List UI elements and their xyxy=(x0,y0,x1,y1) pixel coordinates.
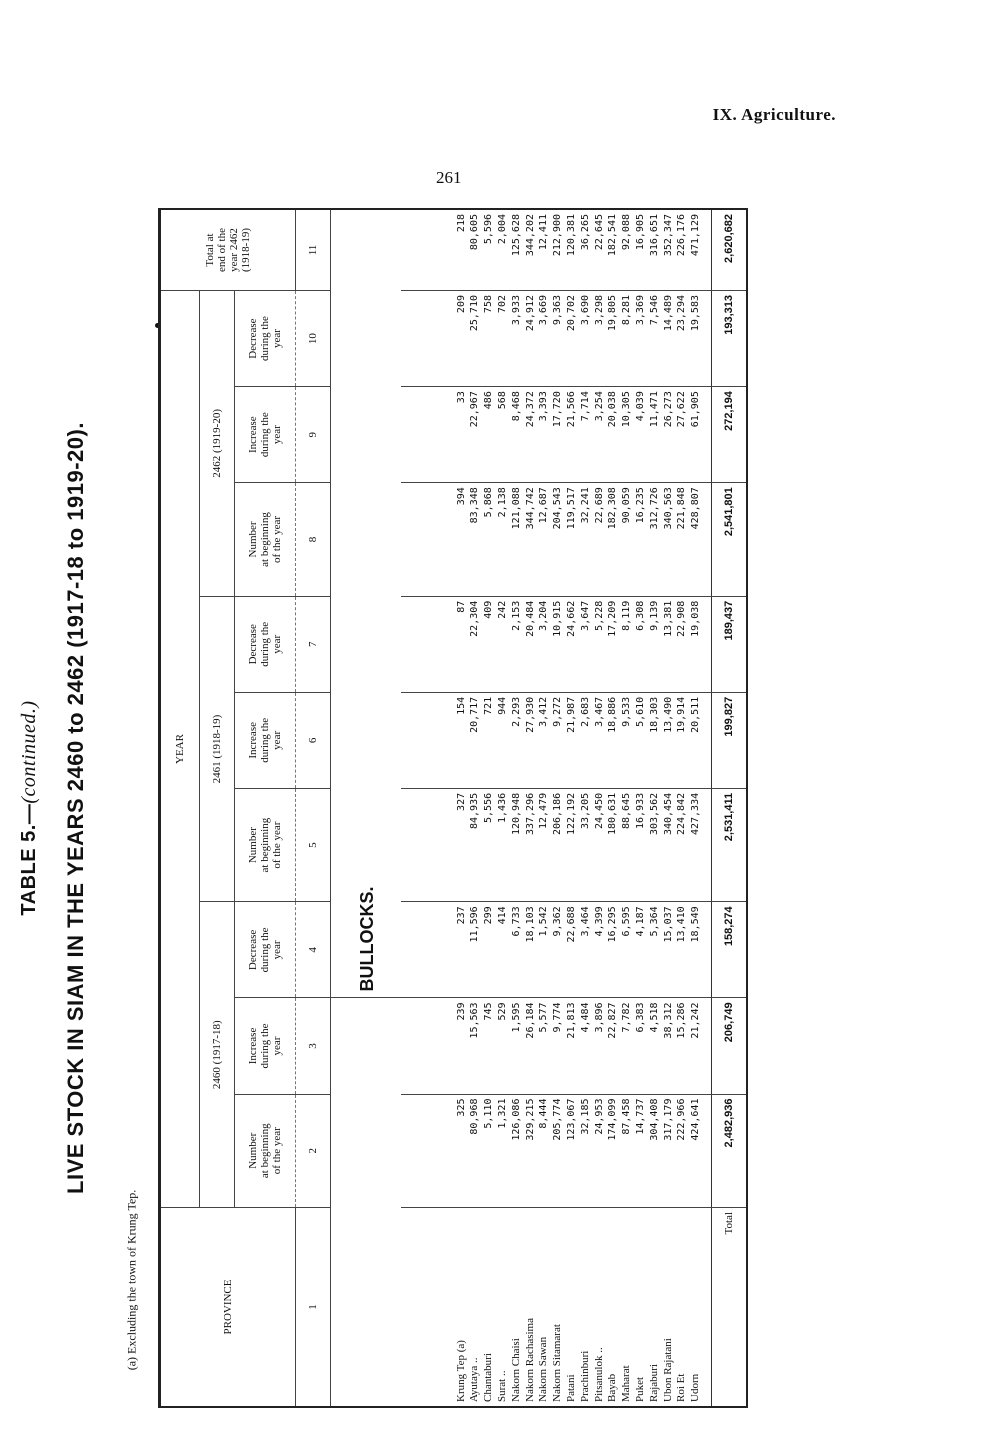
data-column-c2 xyxy=(401,1094,712,1207)
table-cell: 3,254 xyxy=(593,391,605,422)
table-cell: 122,192 xyxy=(566,792,578,836)
table-cell: 224,842 xyxy=(676,792,688,836)
total-cell: 158,274 xyxy=(712,902,748,998)
table-cell: 84,935 xyxy=(469,792,481,829)
table-cell: 22,827 xyxy=(607,1002,619,1039)
table-cell: 414 xyxy=(497,906,509,925)
table-cell: 486 xyxy=(483,391,495,410)
col-header-line: during the xyxy=(259,1023,271,1069)
col-header-line: during the xyxy=(259,412,271,458)
table-cell: 83,348 xyxy=(469,487,481,524)
table-cell: 3,412 xyxy=(538,696,550,727)
table-cell: 9,363 xyxy=(552,295,564,326)
total-cell: 2,620,682 xyxy=(712,209,748,291)
table-cell: 205,774 xyxy=(552,1098,564,1141)
table-cell: 3,298 xyxy=(593,295,605,326)
col-number: 8 xyxy=(296,483,331,596)
table-cell: 22,304 xyxy=(469,600,481,637)
year-group-2462: 2462 (1919-20) xyxy=(200,291,235,597)
total-label: Total xyxy=(712,1208,748,1408)
table-cell: 5,868 xyxy=(483,487,495,518)
year-header: YEAR xyxy=(160,291,200,1208)
table-cell: 9,139 xyxy=(648,600,660,631)
table-cell: 303,562 xyxy=(648,792,660,836)
col-header-line: at beginning xyxy=(259,817,271,873)
province-name: Patani xyxy=(565,1374,578,1402)
table-cell: 4,399 xyxy=(593,906,605,937)
col-header-line: Increase xyxy=(247,1027,259,1065)
col-number: 9 xyxy=(296,387,331,483)
table-cell: 21,987 xyxy=(566,696,578,733)
table-cell: 2,293 xyxy=(510,696,522,727)
table-cell: 4,484 xyxy=(579,1002,591,1033)
table-cell: 121,088 xyxy=(510,487,522,530)
province-name: Udorn xyxy=(689,1373,702,1402)
table-cell: 21,566 xyxy=(566,391,578,428)
table-cell: 3,464 xyxy=(579,906,591,937)
col-header-number xyxy=(235,483,296,596)
col-number: 1 xyxy=(296,1208,331,1408)
total-header-line: (1918-19) xyxy=(240,228,252,272)
table-cell: 38,312 xyxy=(662,1002,674,1039)
table-cell: 7,714 xyxy=(579,391,591,422)
table-cell: 24,450 xyxy=(593,792,605,829)
table-cell: 154 xyxy=(455,696,467,715)
table-cell: 337,296 xyxy=(524,792,536,836)
table-cell: 14,489 xyxy=(662,295,674,332)
table-cell: 19,914 xyxy=(676,696,688,733)
table-cell: 9,362 xyxy=(552,906,564,937)
table-cell: 90,059 xyxy=(621,487,633,524)
table-cell: 182,541 xyxy=(607,214,619,257)
table-cell: 344,202 xyxy=(524,214,536,257)
table-cell: 174,099 xyxy=(607,1098,619,1141)
total-cell: 2,482,936 xyxy=(712,1094,748,1207)
col-header-line: year xyxy=(271,940,283,960)
col-number: 2 xyxy=(296,1094,331,1207)
table-cell: 6,383 xyxy=(635,1002,647,1033)
table-cell: 22,689 xyxy=(593,487,605,524)
table-cell: 8,468 xyxy=(510,391,522,422)
table-cell: 32,185 xyxy=(579,1098,591,1135)
table-cell: 221,848 xyxy=(676,487,688,530)
table-cell: 424,641 xyxy=(690,1098,702,1141)
province-name: Surat .. xyxy=(496,1370,509,1402)
table-cell: 18,103 xyxy=(524,906,536,943)
table-cell: 19,805 xyxy=(607,295,619,332)
col-header-line: year xyxy=(271,730,283,750)
total-cell: 189,437 xyxy=(712,596,748,692)
col-header-line: of the year xyxy=(271,821,283,869)
table-cell: 340,454 xyxy=(662,792,674,836)
table-cell: 21,813 xyxy=(566,1002,578,1039)
province-name: Krung Tep (a) xyxy=(454,1340,467,1402)
province-name: Puket xyxy=(634,1376,647,1402)
data-column-c11 xyxy=(401,209,712,291)
table-cell: 19,038 xyxy=(690,600,702,637)
table-cell: 88,645 xyxy=(621,792,633,829)
province-header: PROVINCE xyxy=(160,1208,296,1408)
page-number: 261 xyxy=(436,168,462,187)
table-cell: 180,631 xyxy=(607,792,619,836)
province-name: Nakorn Sawan xyxy=(537,1336,550,1402)
table-cell: 239 xyxy=(455,1002,467,1021)
table-cell: 327 xyxy=(455,792,467,811)
table-cell: 27,930 xyxy=(524,696,536,733)
table-cell: 16,235 xyxy=(635,487,647,524)
table-cell: 18,549 xyxy=(690,906,702,943)
table-cell: 428,807 xyxy=(690,487,702,530)
table-cell: 13,410 xyxy=(676,906,688,943)
table-cell: 22,645 xyxy=(593,214,605,251)
table-cell: 3,467 xyxy=(593,696,605,727)
table-cell: 352,347 xyxy=(662,214,674,257)
province-name: Bayab xyxy=(606,1373,619,1402)
col-number: 7 xyxy=(296,596,331,692)
col-header-number xyxy=(235,1094,296,1207)
table-cell: 123,067 xyxy=(566,1098,578,1141)
col-header-line: of the year xyxy=(271,1127,283,1175)
table-cell: 4,518 xyxy=(648,1002,660,1033)
table-cell: 758 xyxy=(483,295,495,314)
table-cell: 13,490 xyxy=(662,696,674,733)
table-cell: 5,610 xyxy=(635,696,647,727)
data-column-c9 xyxy=(401,387,712,483)
col-header-decrease xyxy=(235,596,296,692)
total-header-line: year 2462 xyxy=(228,228,240,272)
table-cell: 222,966 xyxy=(676,1098,688,1141)
table-cell: 22,967 xyxy=(469,391,481,428)
table-cell: 3,933 xyxy=(510,295,522,326)
table-cell: 344,742 xyxy=(524,487,536,530)
table-cell: 10,915 xyxy=(552,600,564,637)
table-cell: 3,896 xyxy=(593,1002,605,1033)
table-cell: 745 xyxy=(483,1002,495,1021)
col-number: 11 xyxy=(296,209,331,291)
table-cell: 20,717 xyxy=(469,696,481,733)
table-cell: 92,088 xyxy=(621,214,633,251)
table-cell: 18,303 xyxy=(648,696,660,733)
table-cell: 2,138 xyxy=(497,487,509,518)
data-column-c6 xyxy=(401,692,712,788)
table-cell: 5,556 xyxy=(483,792,495,823)
table-cell: 4,187 xyxy=(635,906,647,937)
total-end-header xyxy=(160,209,296,291)
table-cell: 209 xyxy=(455,295,467,314)
table-cell: 427,334 xyxy=(690,792,702,836)
table-cell: 24,953 xyxy=(593,1098,605,1135)
province-name: Prachinburi xyxy=(578,1350,591,1402)
province-name: Ubon Rajatani xyxy=(661,1338,674,1402)
table-cell: 2,004 xyxy=(497,214,509,245)
table-cell: 12,479 xyxy=(538,792,550,829)
col-number: 5 xyxy=(296,788,331,901)
total-cell: 272,194 xyxy=(712,387,748,483)
col-header-line: of the year xyxy=(271,515,283,563)
table-cell: 18,886 xyxy=(607,696,619,733)
col-header-line: during the xyxy=(259,621,271,667)
table-cell: 7,546 xyxy=(648,295,660,326)
province-name: Rajaburi xyxy=(647,1364,660,1402)
table-cell: 120,948 xyxy=(510,792,522,836)
table-number-title xyxy=(18,208,41,1408)
table-cell: 20,511 xyxy=(690,696,702,733)
table-cell: 471,129 xyxy=(690,214,702,257)
col-header-line: year xyxy=(271,329,283,349)
table-cell: 126,086 xyxy=(510,1098,522,1141)
data-column-c8 xyxy=(401,483,712,596)
year-group-2461: 2461 (1918-19) xyxy=(200,596,235,902)
table-cell: 721 xyxy=(483,696,495,715)
table-cell: 5,110 xyxy=(483,1098,495,1129)
col-header-line: Increase xyxy=(247,416,259,454)
total-cell: 2,531,411 xyxy=(712,788,748,901)
table-cell: 8,444 xyxy=(538,1098,550,1129)
col-number: 4 xyxy=(296,902,331,998)
total-header-line: Total at xyxy=(204,233,216,267)
table-cell: 3,204 xyxy=(538,600,550,631)
total-cell: 193,313 xyxy=(712,291,748,387)
col-header-line: during the xyxy=(259,927,271,973)
table-cell: 5,596 xyxy=(483,214,495,245)
table-cell: 16,905 xyxy=(635,214,647,251)
col-header-increase xyxy=(235,387,296,483)
table-cell: 3,647 xyxy=(579,600,591,631)
table-cell: 8,119 xyxy=(621,600,633,631)
province-list xyxy=(401,1208,712,1408)
data-column-c3 xyxy=(401,998,712,1094)
table-cell: 4,039 xyxy=(635,391,647,422)
table-cell: 9,533 xyxy=(621,696,633,727)
table-cell: 20,038 xyxy=(607,391,619,428)
table-cell: 24,372 xyxy=(524,391,536,428)
col-header-line: during the xyxy=(259,316,271,362)
table-cell: 119,517 xyxy=(566,487,578,530)
table-cell: 33,205 xyxy=(579,792,591,829)
table-cell: 15,037 xyxy=(662,906,674,943)
table-cell: 24,912 xyxy=(524,295,536,332)
table-cell: 1,542 xyxy=(538,906,550,937)
table-cell: 21,242 xyxy=(690,1002,702,1039)
table-cell: 80,605 xyxy=(469,214,481,251)
table-cell: 26,184 xyxy=(524,1002,536,1039)
col-header-line: at beginning xyxy=(259,512,271,567)
province-name: Pitsanulok .. xyxy=(592,1347,605,1402)
total-header-line: end of the xyxy=(216,228,228,272)
table-number: TABLE 5.— xyxy=(18,803,40,916)
total-cell: 2,541,801 xyxy=(712,483,748,596)
table-cell: 10,305 xyxy=(621,391,633,428)
table-cell: 299 xyxy=(483,906,495,925)
livestock-table xyxy=(158,208,748,1408)
data-column-c10 xyxy=(401,291,712,387)
table-cell: 2,683 xyxy=(579,696,591,727)
col-header-line: Decrease xyxy=(247,929,259,971)
table-cell: 3,690 xyxy=(579,295,591,326)
table-cell: 5,577 xyxy=(538,1002,550,1033)
table-cell: 212,900 xyxy=(552,214,564,257)
table-cell: 22,688 xyxy=(566,906,578,943)
table-cell: 409 xyxy=(483,600,495,619)
table-cell: 206,186 xyxy=(552,792,564,836)
table-cell: 61,905 xyxy=(690,391,702,428)
year-group-2460: 2460 (1917-18) xyxy=(200,902,235,1208)
section-heading: IX. Agriculture. xyxy=(712,105,836,124)
table-cell: 9,774 xyxy=(552,1002,564,1033)
table-cell: 15,286 xyxy=(676,1002,688,1039)
table-cell: 14,737 xyxy=(635,1098,647,1135)
province-name: Chantaburi xyxy=(482,1353,495,1402)
table-title: LIVE STOCK IN SIAM IN THE YEARS 2460 to 2462 (1917-18 to 1919-20). xyxy=(63,422,88,1194)
table-cell: 182,308 xyxy=(607,487,619,530)
col-header-line: Number xyxy=(247,521,259,558)
table-cell: 394 xyxy=(455,487,467,506)
table-cell: 312,726 xyxy=(648,487,660,530)
table-cell: 22,908 xyxy=(676,600,688,637)
table-cell: 27,622 xyxy=(676,391,688,428)
table-cell: 33 xyxy=(455,391,467,404)
table-cell: 7,782 xyxy=(621,1002,633,1033)
col-header-line: year xyxy=(271,425,283,445)
table-cell: 16,295 xyxy=(607,906,619,943)
table-cell: 1,321 xyxy=(497,1098,509,1129)
table-cell: 242 xyxy=(497,600,509,619)
col-number: 10 xyxy=(296,291,331,387)
table-cell: 80,968 xyxy=(469,1098,481,1135)
col-number: 3 xyxy=(296,998,331,1094)
total-cell: 206,749 xyxy=(712,998,748,1094)
col-header-number xyxy=(235,788,296,901)
province-name: Maharat xyxy=(620,1365,633,1402)
table-cell: 11,471 xyxy=(648,391,660,428)
table-cell: 5,228 xyxy=(593,600,605,631)
col-header-line: year xyxy=(271,1036,283,1056)
table-cell: 15,563 xyxy=(469,1002,481,1039)
table-cell: 9,272 xyxy=(552,696,564,727)
table-cell: 25,710 xyxy=(469,295,481,332)
col-header-decrease xyxy=(235,291,296,387)
table-cell: 5,364 xyxy=(648,906,660,937)
table-cell: 304,408 xyxy=(648,1098,660,1141)
table-cell: 3,393 xyxy=(538,391,550,422)
table-cell: 6,308 xyxy=(635,600,647,631)
col-header-line: Number xyxy=(247,1132,259,1169)
footnote xyxy=(118,1140,146,1420)
table-cell: 17,209 xyxy=(607,600,619,637)
table-cell: 36,265 xyxy=(579,214,591,251)
table-cell: 702 xyxy=(497,295,509,314)
table-cell: 944 xyxy=(497,696,509,715)
col-header-line: at beginning xyxy=(259,1123,271,1179)
table-cell: 26,273 xyxy=(662,391,674,428)
data-column-c5 xyxy=(401,788,712,901)
table-cell: 1,595 xyxy=(510,1002,522,1033)
table-cell: 237 xyxy=(455,906,467,925)
table-cell: 316,651 xyxy=(648,214,660,257)
data-column-c4 xyxy=(401,902,712,998)
table-cell: 226,176 xyxy=(676,214,688,257)
table-cell: 11,596 xyxy=(469,906,481,943)
col-header-line: Number xyxy=(247,827,259,864)
data-column-c7 xyxy=(401,596,712,692)
continued-note: (continued.) xyxy=(18,700,40,804)
col-header-line: Decrease xyxy=(247,624,259,665)
table-cell: 87 xyxy=(455,600,467,613)
table-cell: 317,179 xyxy=(662,1098,674,1141)
table-cell: 20,702 xyxy=(566,295,578,332)
province-name: Roi Et xyxy=(675,1373,688,1402)
table-cell: 16,933 xyxy=(635,792,647,829)
col-header-increase xyxy=(235,692,296,788)
table-cell: 6,733 xyxy=(510,906,522,937)
footnote-text: (a) Excluding the town of Krung Tep. xyxy=(124,1189,139,1371)
col-header-line: year xyxy=(271,634,283,654)
table-cell: 20,484 xyxy=(524,600,536,637)
total-cell: 199,827 xyxy=(712,692,748,788)
province-name: Nakorn Sitamarat xyxy=(551,1324,564,1402)
table-cell: 3,369 xyxy=(635,295,647,326)
table-cell: 8,281 xyxy=(621,295,633,326)
col-header-line: Increase xyxy=(247,722,259,759)
table-cell: 1,436 xyxy=(497,792,509,823)
table-cell: 6,595 xyxy=(621,906,633,937)
table-cell: 17,720 xyxy=(552,391,564,428)
col-number: 6 xyxy=(296,692,331,788)
table-cell: 2,153 xyxy=(510,600,522,631)
table-cell: 12,687 xyxy=(538,487,550,524)
table-cell: 13,381 xyxy=(662,600,674,637)
table-cell: 19,583 xyxy=(690,295,702,332)
table-cell: 204,543 xyxy=(552,487,564,530)
province-name: Ayutaya .. xyxy=(468,1357,481,1402)
table-cell: 325 xyxy=(455,1098,467,1117)
table-cell: 32,241 xyxy=(579,487,591,524)
col-header-decrease xyxy=(235,902,296,998)
table-cell: 568 xyxy=(497,391,509,410)
table-cell: 120,381 xyxy=(566,214,578,257)
table-cell: 329,215 xyxy=(524,1098,536,1141)
table-cell: 125,628 xyxy=(510,214,522,257)
col-header-increase xyxy=(235,998,296,1094)
table-cell: 87,458 xyxy=(621,1098,633,1135)
table-cell: 3,669 xyxy=(538,295,550,326)
col-header-line: Decrease xyxy=(247,318,259,359)
table-cell: 340,563 xyxy=(662,487,674,530)
table-cell: 23,294 xyxy=(676,295,688,332)
table-cell: 24,662 xyxy=(566,600,578,637)
table-cell: 12,411 xyxy=(538,214,550,251)
col-header-line: during the xyxy=(259,717,271,763)
section-label-bullocks: BULLOCKS. xyxy=(331,209,402,998)
province-name: Nakorn Rachasima xyxy=(523,1318,536,1402)
table-cell: 529 xyxy=(497,1002,509,1021)
table-cell: 218 xyxy=(455,214,467,233)
province-name: Nakorn Chaisi xyxy=(509,1338,522,1402)
